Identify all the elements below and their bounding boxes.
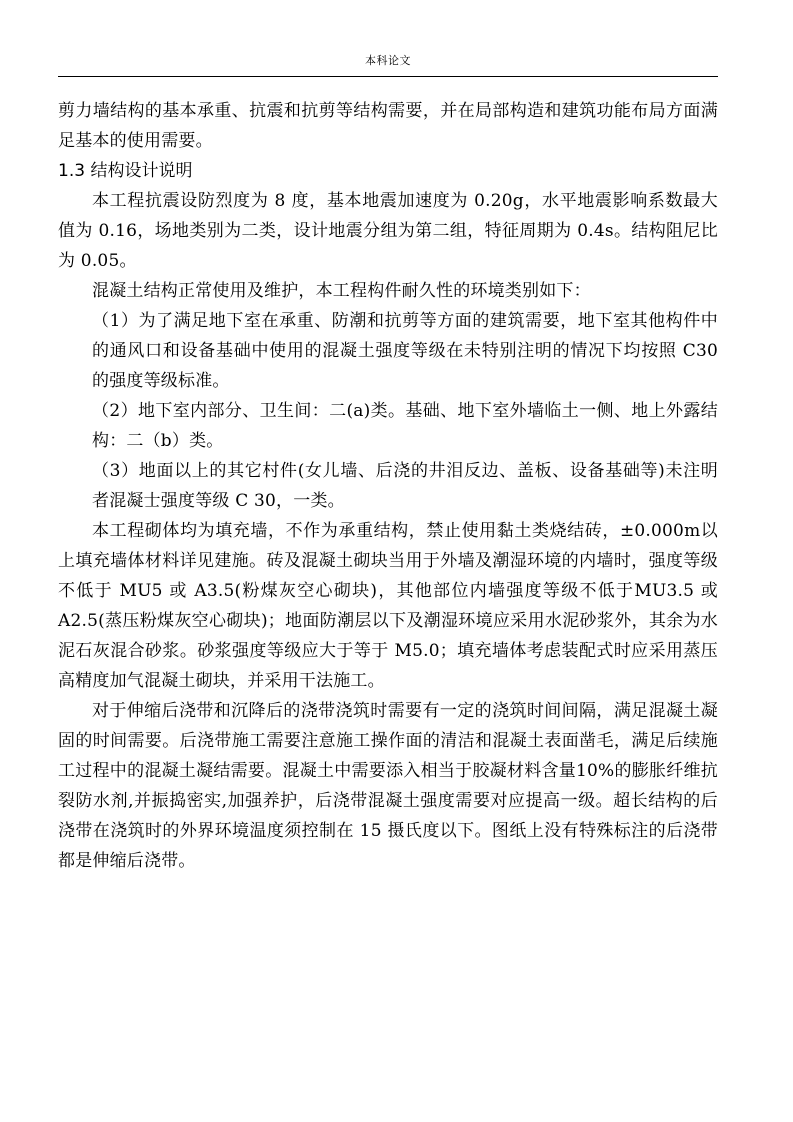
list-item-1: （1）为了满足地下室在承重、防潮和抗剪等方面的建筑需要，地下室其他构件中的通风口和设备基础中使用的混凝土强度等级在未特别注明的情况下均按照 C30 的强度等级标准。 — [92, 311, 718, 391]
paragraph-seismic: 本工程抗震设防烈度为 8 度，基本地震加速度为 0.20g，水平地震影响系数最大值为 0.16，场地类别为二类，设计地震分组为第二组，特征周期为 0.4s。结构阻尼比为 0.05。 — [58, 191, 718, 271]
header-divider — [58, 76, 718, 77]
list-item-2: （2）地下室内部分、卫生间：二(a)类。基础、地下室外墙临土一侧、地上外露结构：二（b）类。 — [92, 401, 718, 451]
paragraph-masonry: 本工程砌体均为填充墙，不作为承重结构，禁止使用黏土类烧结砖，±0.000m以上填充墙体材料详见建施。砖及混凝土砌块当用于外墙及潮湿环境的内墙时，强度等级不低于 MU5 或 A3.5(粉煤灰空心砌块)，其他部位内墙强度等级不低于MU3.5 或 A2.5(蒸压粉煤灰空心砌块)；地面防潮层以下及潮湿环境应采用水泥砂浆外，其余为水泥石灰混合砂浆。砂浆强度等级应大于等于 M5.0；填充墙体考虑装配式时应采用蒸压高精度加气混凝土砌块，并采用干法施工。 — [58, 521, 718, 691]
paragraph-durability-intro: 混凝土结构正常使用及维护，本工程构件耐久性的环境类别如下： — [92, 281, 591, 301]
paragraph-post-pour: 对于伸缩后浇带和沉降后的浇带浇筑时需要有一定的浇筑时间间隔，满足混凝土凝固的时间需要。后浇带施工需要注意施工操作面的清洁和混凝土表面凿毛，满足后续施工过程中的混凝土凝结需要。混凝土中需要添入相当于胶凝材料含量10%的膨胀纤维抗裂防水剂,并振捣密实,加强养护，后浇带混凝土强度需要对应提高一级。超长结构的后浇带在浇筑时的外界环境温度须控制在 15 摄氏度以下。图纸上没有特殊标注的后浇带都是伸缩后浇带。 — [58, 701, 718, 871]
section-heading: 1.3 结构设计说明 — [58, 161, 193, 181]
page-header: 本科论文 — [365, 54, 411, 67]
document-body — [58, 96, 718, 876]
list-item-3: （3）地面以上的其它村件(女儿墙、后浇的井泪反边、盖板、设备基础等)未注明者混凝士强度等级 C 30，一类。 — [92, 461, 718, 511]
paragraph-intro: 剪力墙结构的基本承重、抗震和抗剪等结构需要，并在局部构造和建筑功能布局方面满足基本的使用需要。 — [58, 101, 718, 151]
